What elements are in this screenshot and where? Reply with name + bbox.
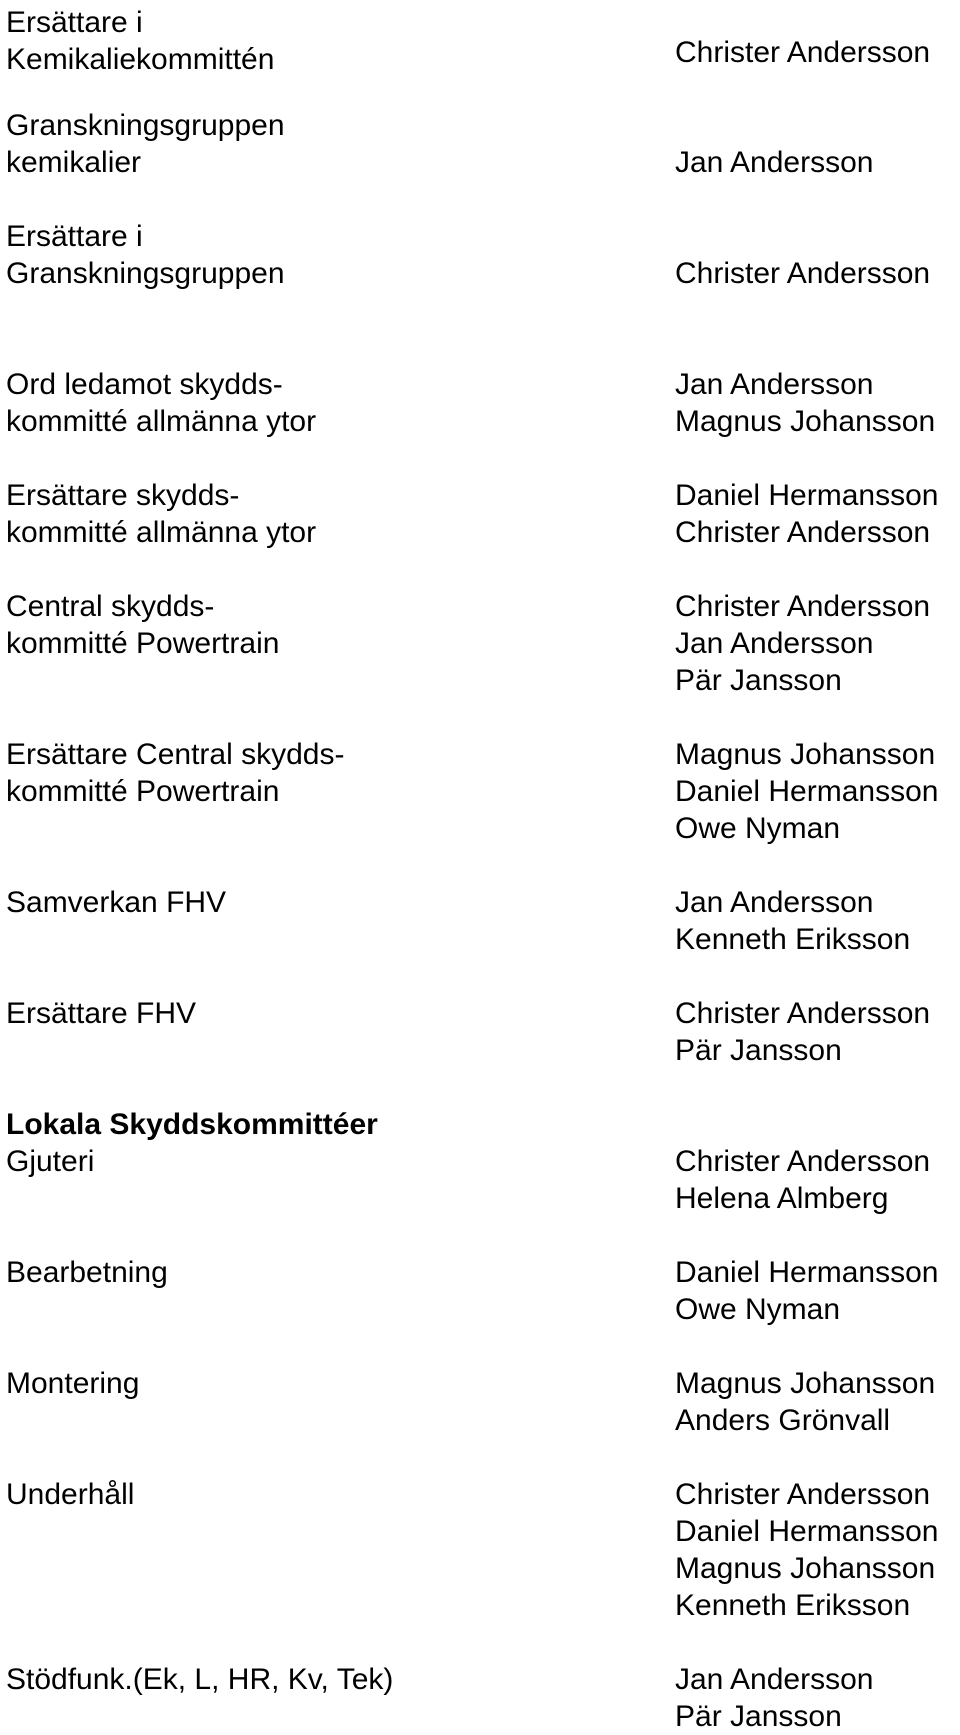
role-label <box>6 995 606 1032</box>
local-group-label <box>6 1365 606 1402</box>
role-label-line: kommitté allmänna ytor <box>6 405 317 438</box>
person-name: Magnus Johansson <box>675 738 936 771</box>
local-group-names <box>675 1143 960 1217</box>
role-names <box>675 366 960 440</box>
person-name: Christer Andersson <box>675 1478 931 1511</box>
role-label <box>6 884 606 921</box>
person-name: Christer Andersson <box>675 516 931 549</box>
role-label-line: Central skydds- <box>6 590 215 623</box>
role-label <box>6 218 606 292</box>
role-label-line: Kemikaliekommittén <box>6 43 275 76</box>
role-label-line: kommitté Powertrain <box>6 775 280 808</box>
person-name: Magnus Johansson <box>675 1552 936 1585</box>
person-name: Daniel Hermansson <box>675 1515 939 1548</box>
person-name: Christer Andersson <box>675 997 931 1030</box>
role-label <box>6 588 606 662</box>
role-label-line: Samverkan FHV <box>6 886 227 919</box>
person-name: Jan Andersson <box>675 1663 874 1696</box>
person-name: Daniel Hermansson <box>675 1256 939 1289</box>
role-label <box>6 366 606 440</box>
person-name: Kenneth Eriksson <box>675 1589 911 1622</box>
role-label-line: Ersättare skydds- <box>6 479 240 512</box>
role-label-line: Ersättare FHV <box>6 997 197 1030</box>
role-label-line: Ersättare Central skydds- <box>6 738 345 771</box>
person-name: Christer Andersson <box>675 590 931 623</box>
local-group-names <box>675 1661 960 1735</box>
person-name: Pär Jansson <box>675 1034 842 1067</box>
role-label <box>6 477 606 551</box>
person-name: Anders Grönvall <box>675 1404 891 1437</box>
role-label-line: Ord ledamot skydds- <box>6 368 283 401</box>
local-group-label <box>6 1476 606 1513</box>
local-group-names <box>675 1365 960 1439</box>
person-name: Daniel Hermansson <box>675 775 939 808</box>
person-name: Magnus Johansson <box>675 1367 936 1400</box>
group-label: Bearbetning <box>6 1256 168 1289</box>
local-group-names <box>675 1476 960 1624</box>
group-label: Underhåll <box>6 1478 135 1511</box>
person-name: Jan Andersson <box>675 146 874 179</box>
role-names <box>675 884 960 958</box>
role-label-line: Ersättare i <box>6 6 143 39</box>
role-names <box>675 144 960 181</box>
group-label: Montering <box>6 1367 140 1400</box>
person-name: Helena Almberg <box>675 1182 889 1215</box>
person-name: Jan Andersson <box>675 368 874 401</box>
role-label-line: kommitté allmänna ytor <box>6 516 317 549</box>
person-name: Kenneth Eriksson <box>675 923 911 956</box>
section-heading: Lokala Skyddskommittéer <box>6 1108 378 1141</box>
local-committees-heading <box>6 1106 606 1143</box>
person-name: Christer Andersson <box>675 36 931 69</box>
role-names <box>675 255 960 292</box>
person-name: Christer Andersson <box>675 1145 931 1178</box>
role-names <box>675 588 960 699</box>
role-names <box>675 995 960 1069</box>
role-names <box>675 736 960 847</box>
person-name: Daniel Hermansson <box>675 479 939 512</box>
role-label-line: kemikalier <box>6 146 142 179</box>
local-group-label <box>6 1254 606 1291</box>
group-label: Gjuteri <box>6 1145 95 1178</box>
local-group-names <box>675 1254 960 1328</box>
local-group-label <box>6 1661 606 1698</box>
role-label-line: Ersättare i <box>6 220 143 253</box>
role-label <box>6 4 606 78</box>
role-label-line: Granskningsgruppen <box>6 257 285 290</box>
local-group-label <box>6 1143 606 1180</box>
person-name: Jan Andersson <box>675 627 874 660</box>
group-label: Stödfunk.(Ek, L, HR, Kv, Tek) <box>6 1663 394 1696</box>
person-name: Christer Andersson <box>675 257 931 290</box>
role-label-line: kommitté Powertrain <box>6 627 280 660</box>
person-name: Owe Nyman <box>675 812 841 845</box>
person-name: Pär Jansson <box>675 1700 842 1733</box>
person-name: Pär Jansson <box>675 664 842 697</box>
role-label <box>6 736 606 810</box>
role-label-line: Granskningsgruppen <box>6 109 285 142</box>
role-label <box>6 107 606 181</box>
person-name: Jan Andersson <box>675 886 874 919</box>
role-names <box>675 34 960 71</box>
person-name: Owe Nyman <box>675 1293 841 1326</box>
role-names <box>675 477 960 551</box>
person-name: Magnus Johansson <box>675 405 936 438</box>
